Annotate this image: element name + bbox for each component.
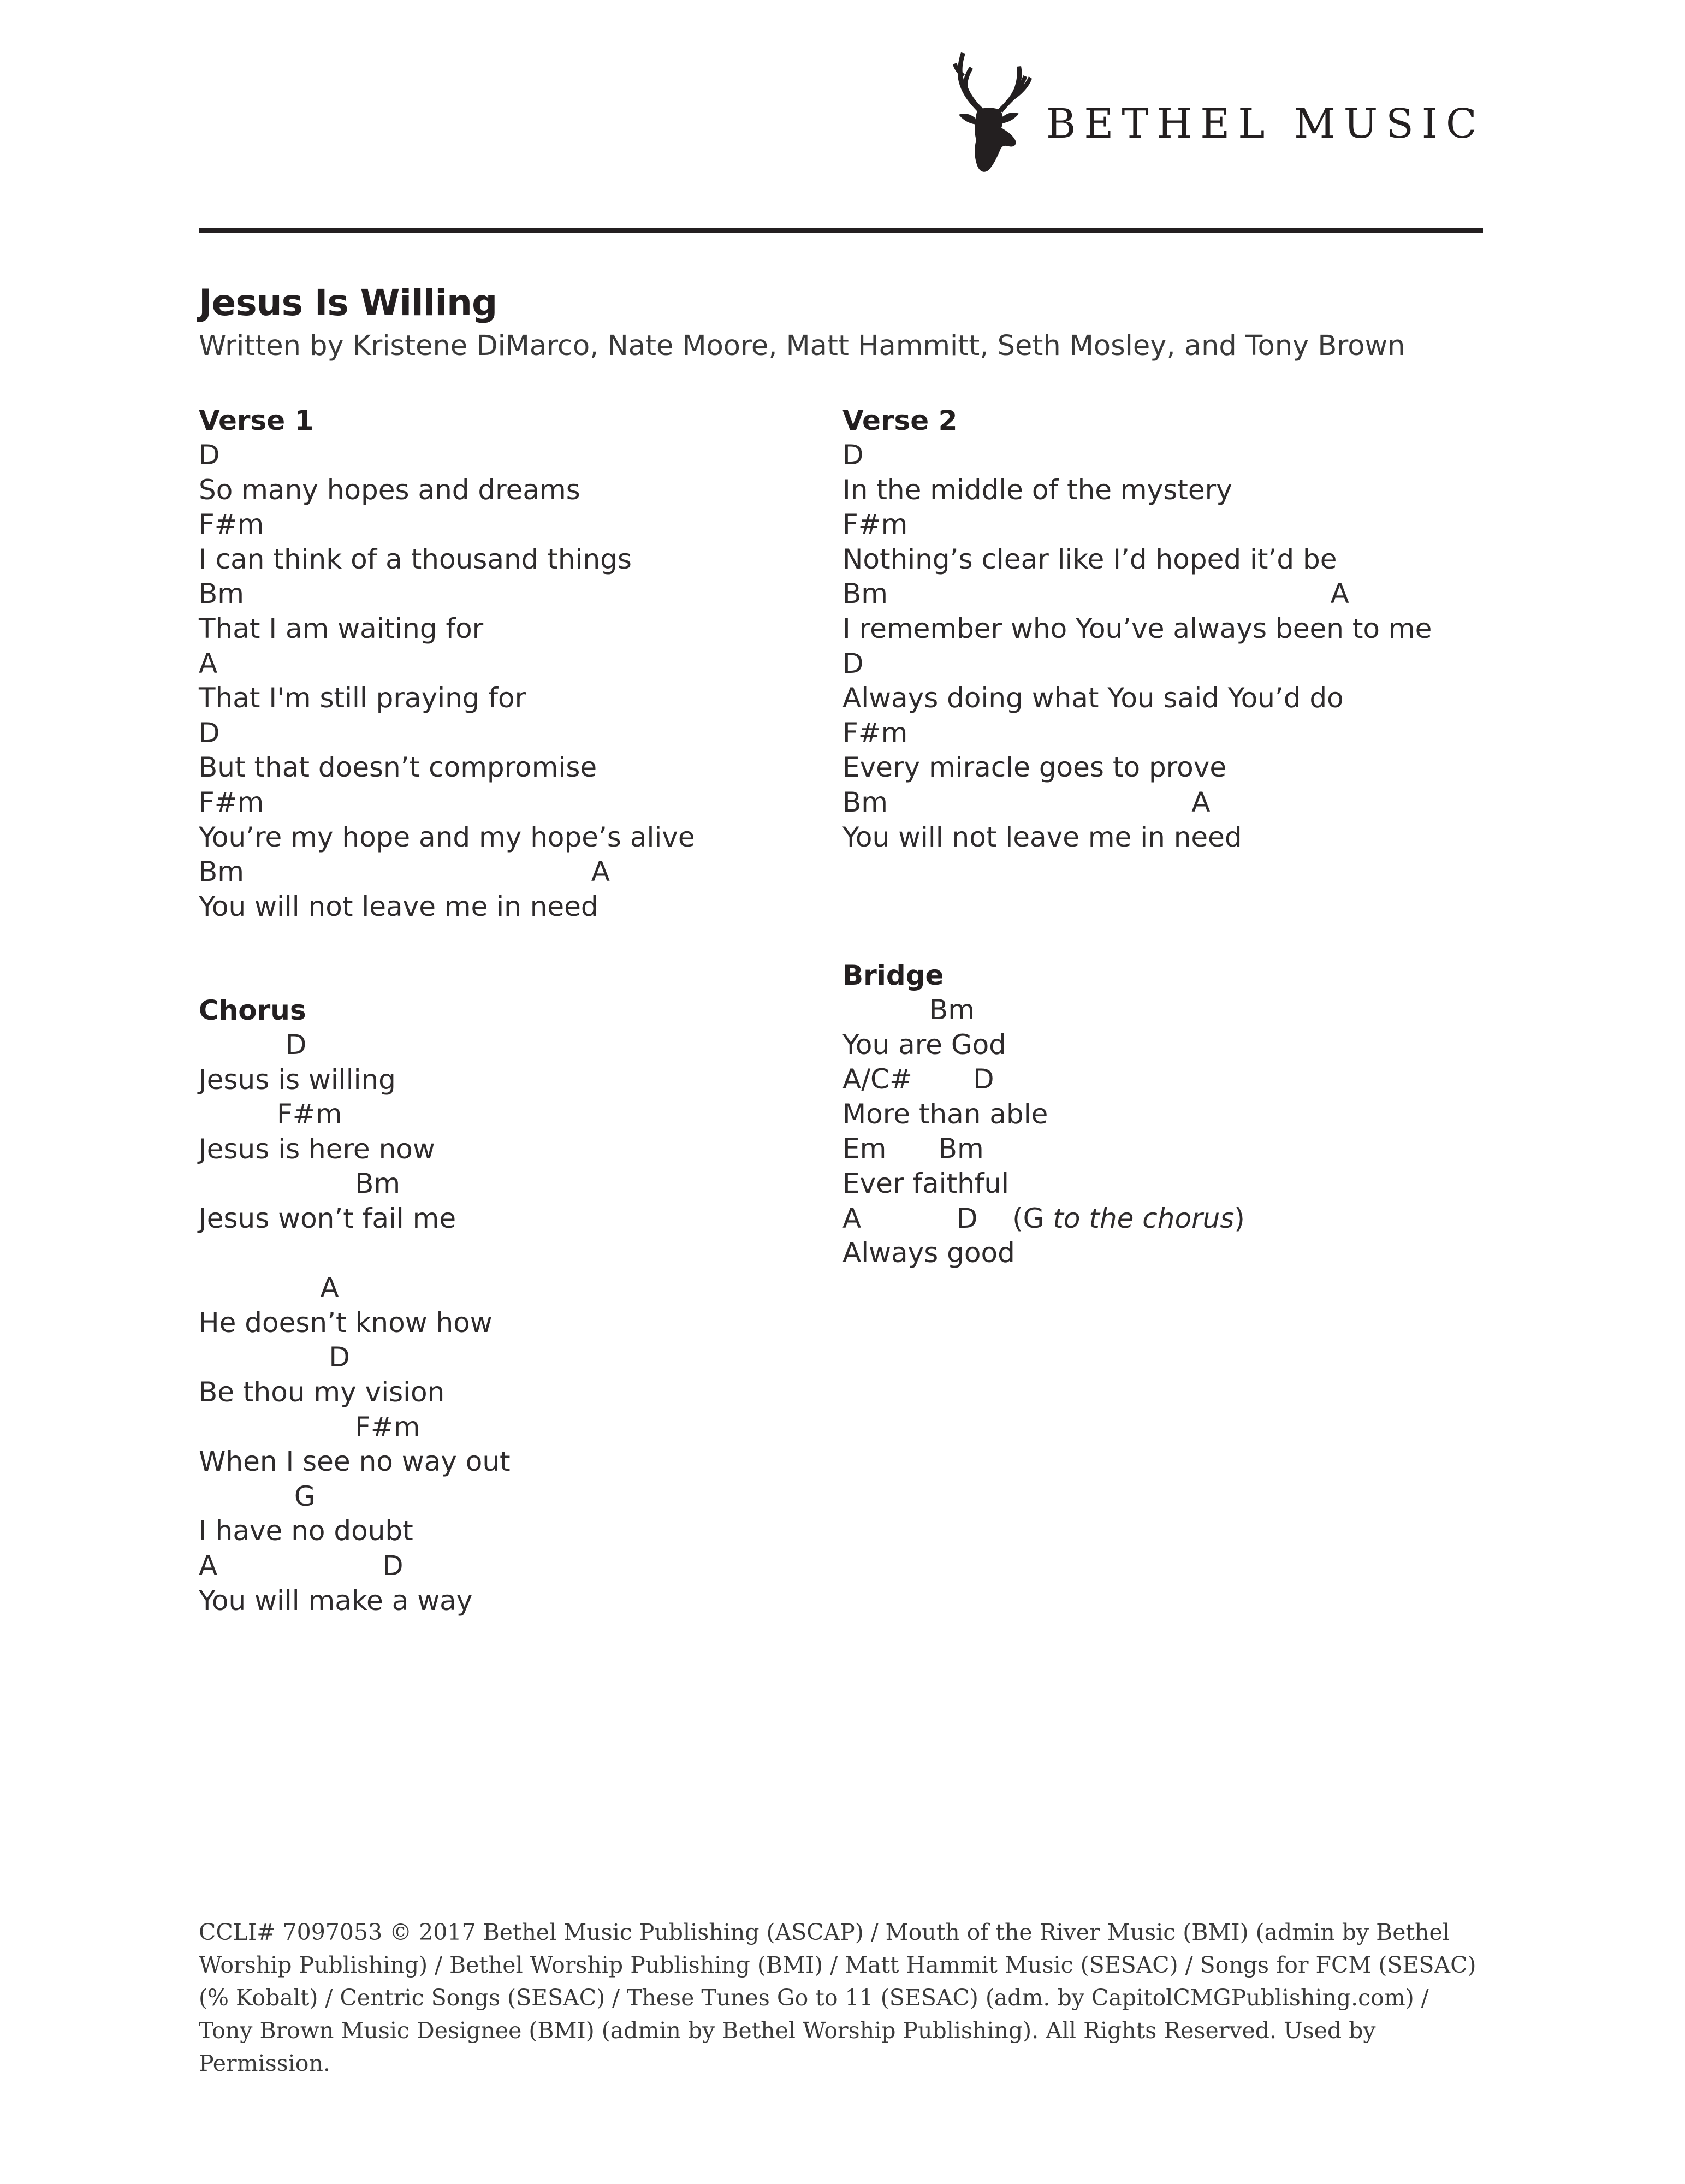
chord-text: ): [1234, 1202, 1245, 1234]
lyric-line: More than able: [843, 1098, 1048, 1130]
lyric-line: I can think of a thousand things: [199, 543, 632, 575]
chord-line: F#m: [199, 786, 264, 818]
chord-line: Bm A: [199, 856, 610, 888]
chord-line: A D: [199, 1549, 404, 1582]
chord-line: D: [199, 1341, 350, 1374]
lyric-line: That I'm still praying for: [199, 682, 526, 714]
chord-line: F#m: [199, 1098, 342, 1131]
verse-2-section: [843, 403, 1476, 855]
chord-line: Bm: [199, 578, 245, 610]
chord-line: D: [199, 717, 220, 749]
lyric-line: He doesn’t know how: [199, 1306, 493, 1339]
section-heading: Verse 1: [199, 405, 314, 436]
chord-line: Em Bm: [843, 1133, 984, 1165]
lyric-line: Always good: [843, 1237, 1015, 1269]
bridge-section: [843, 958, 1476, 1271]
section-heading: Bridge: [843, 960, 944, 991]
lyric-line: In the middle of the mystery: [843, 474, 1232, 506]
section-heading: Chorus: [199, 995, 306, 1026]
chord-line: A/C# D: [843, 1063, 994, 1096]
chord-line: Bm: [843, 994, 975, 1026]
lyric-line: Jesus won’t fail me: [199, 1202, 456, 1234]
chord-line: F#m: [199, 508, 264, 541]
lyric-line: Nothing’s clear like I’d hoped it’d be: [843, 543, 1337, 575]
lyric-line: When I see no way out: [199, 1446, 511, 1478]
chorus-section: [199, 993, 832, 1618]
song-title: Jesus Is Willing: [199, 282, 497, 324]
chord-line: F#m: [843, 508, 908, 541]
lyric-line: You will not leave me in need: [843, 821, 1242, 853]
lyric-line: But that doesn’t compromise: [199, 751, 597, 784]
lyric-line: You will make a way: [199, 1584, 473, 1617]
chord-line: [843, 1202, 1476, 1236]
lyric-line: Jesus is willing: [199, 1063, 396, 1096]
lyric-line: You will not leave me in need: [199, 890, 598, 922]
chord-line: A: [199, 647, 218, 679]
chord-line: D: [843, 439, 864, 471]
chorus-note: to the chorus: [1053, 1202, 1235, 1234]
header-divider: [199, 228, 1483, 233]
brand-name: BETHEL MUSIC: [1046, 100, 1485, 147]
copyright-notice: CCLI# 7097053 © 2017 Bethel Music Publishing (ASCAP) / Mouth of the River Music (BMI) (admin by Bethel Worship Publishing) / Bethel Worship Publishing (BMI) / Matt Hammit Music (SESAC) / Songs for FCM (SESAC) (% Kobalt) / Centric Songs (SESAC) / These Tunes Go to 11 (SESAC) (adm. by CapitolCMGPublishing.com) / Tony Brown Music Designee (BMI) (admin by Bethel Worship Publishing). All Rights Reserved. Used by Permission.: [199, 1919, 1476, 2076]
blank-line: [199, 1236, 832, 1271]
chord-line: A: [199, 1272, 339, 1304]
chord-line: D: [199, 439, 220, 471]
chord-line: D: [199, 1029, 307, 1061]
lyric-line: You’re my hope and my hope’s alive: [199, 821, 695, 853]
lyric-line: Be thou my vision: [199, 1376, 445, 1408]
bethel-music-logo: [950, 48, 1485, 179]
chord-line: F#m: [199, 1411, 420, 1443]
chord-line: G: [199, 1480, 316, 1512]
lyric-line: That I am waiting for: [199, 612, 484, 644]
lyric-line: I remember who You’ve always been to me: [843, 612, 1432, 644]
lyric-line: Jesus is here now: [199, 1133, 435, 1165]
chord-line: F#m: [843, 717, 908, 749]
verse-1-section: [199, 403, 832, 924]
songwriter-credits: Written by Kristene DiMarco, Nate Moore, Matt Hammitt, Seth Mosley, and Tony Brown: [199, 330, 1405, 362]
section-heading: Verse 2: [843, 405, 958, 436]
chord-line: Bm A: [843, 578, 1349, 610]
stag-head-icon: [950, 48, 1032, 174]
lyric-line: Every miracle goes to prove: [843, 751, 1227, 784]
lyric-line: You are God: [843, 1028, 1006, 1061]
lyric-line: Always doing what You said You’d do: [843, 682, 1344, 714]
chord-line: D: [843, 647, 864, 679]
lyric-line: I have no doubt: [199, 1515, 413, 1547]
lyric-line: Ever faithful: [843, 1167, 1010, 1199]
lyric-line: So many hopes and dreams: [199, 474, 580, 506]
chord-line: Bm: [199, 1168, 401, 1200]
chord-text: A D (G: [843, 1202, 1053, 1234]
chord-line: Bm A: [843, 786, 1211, 818]
